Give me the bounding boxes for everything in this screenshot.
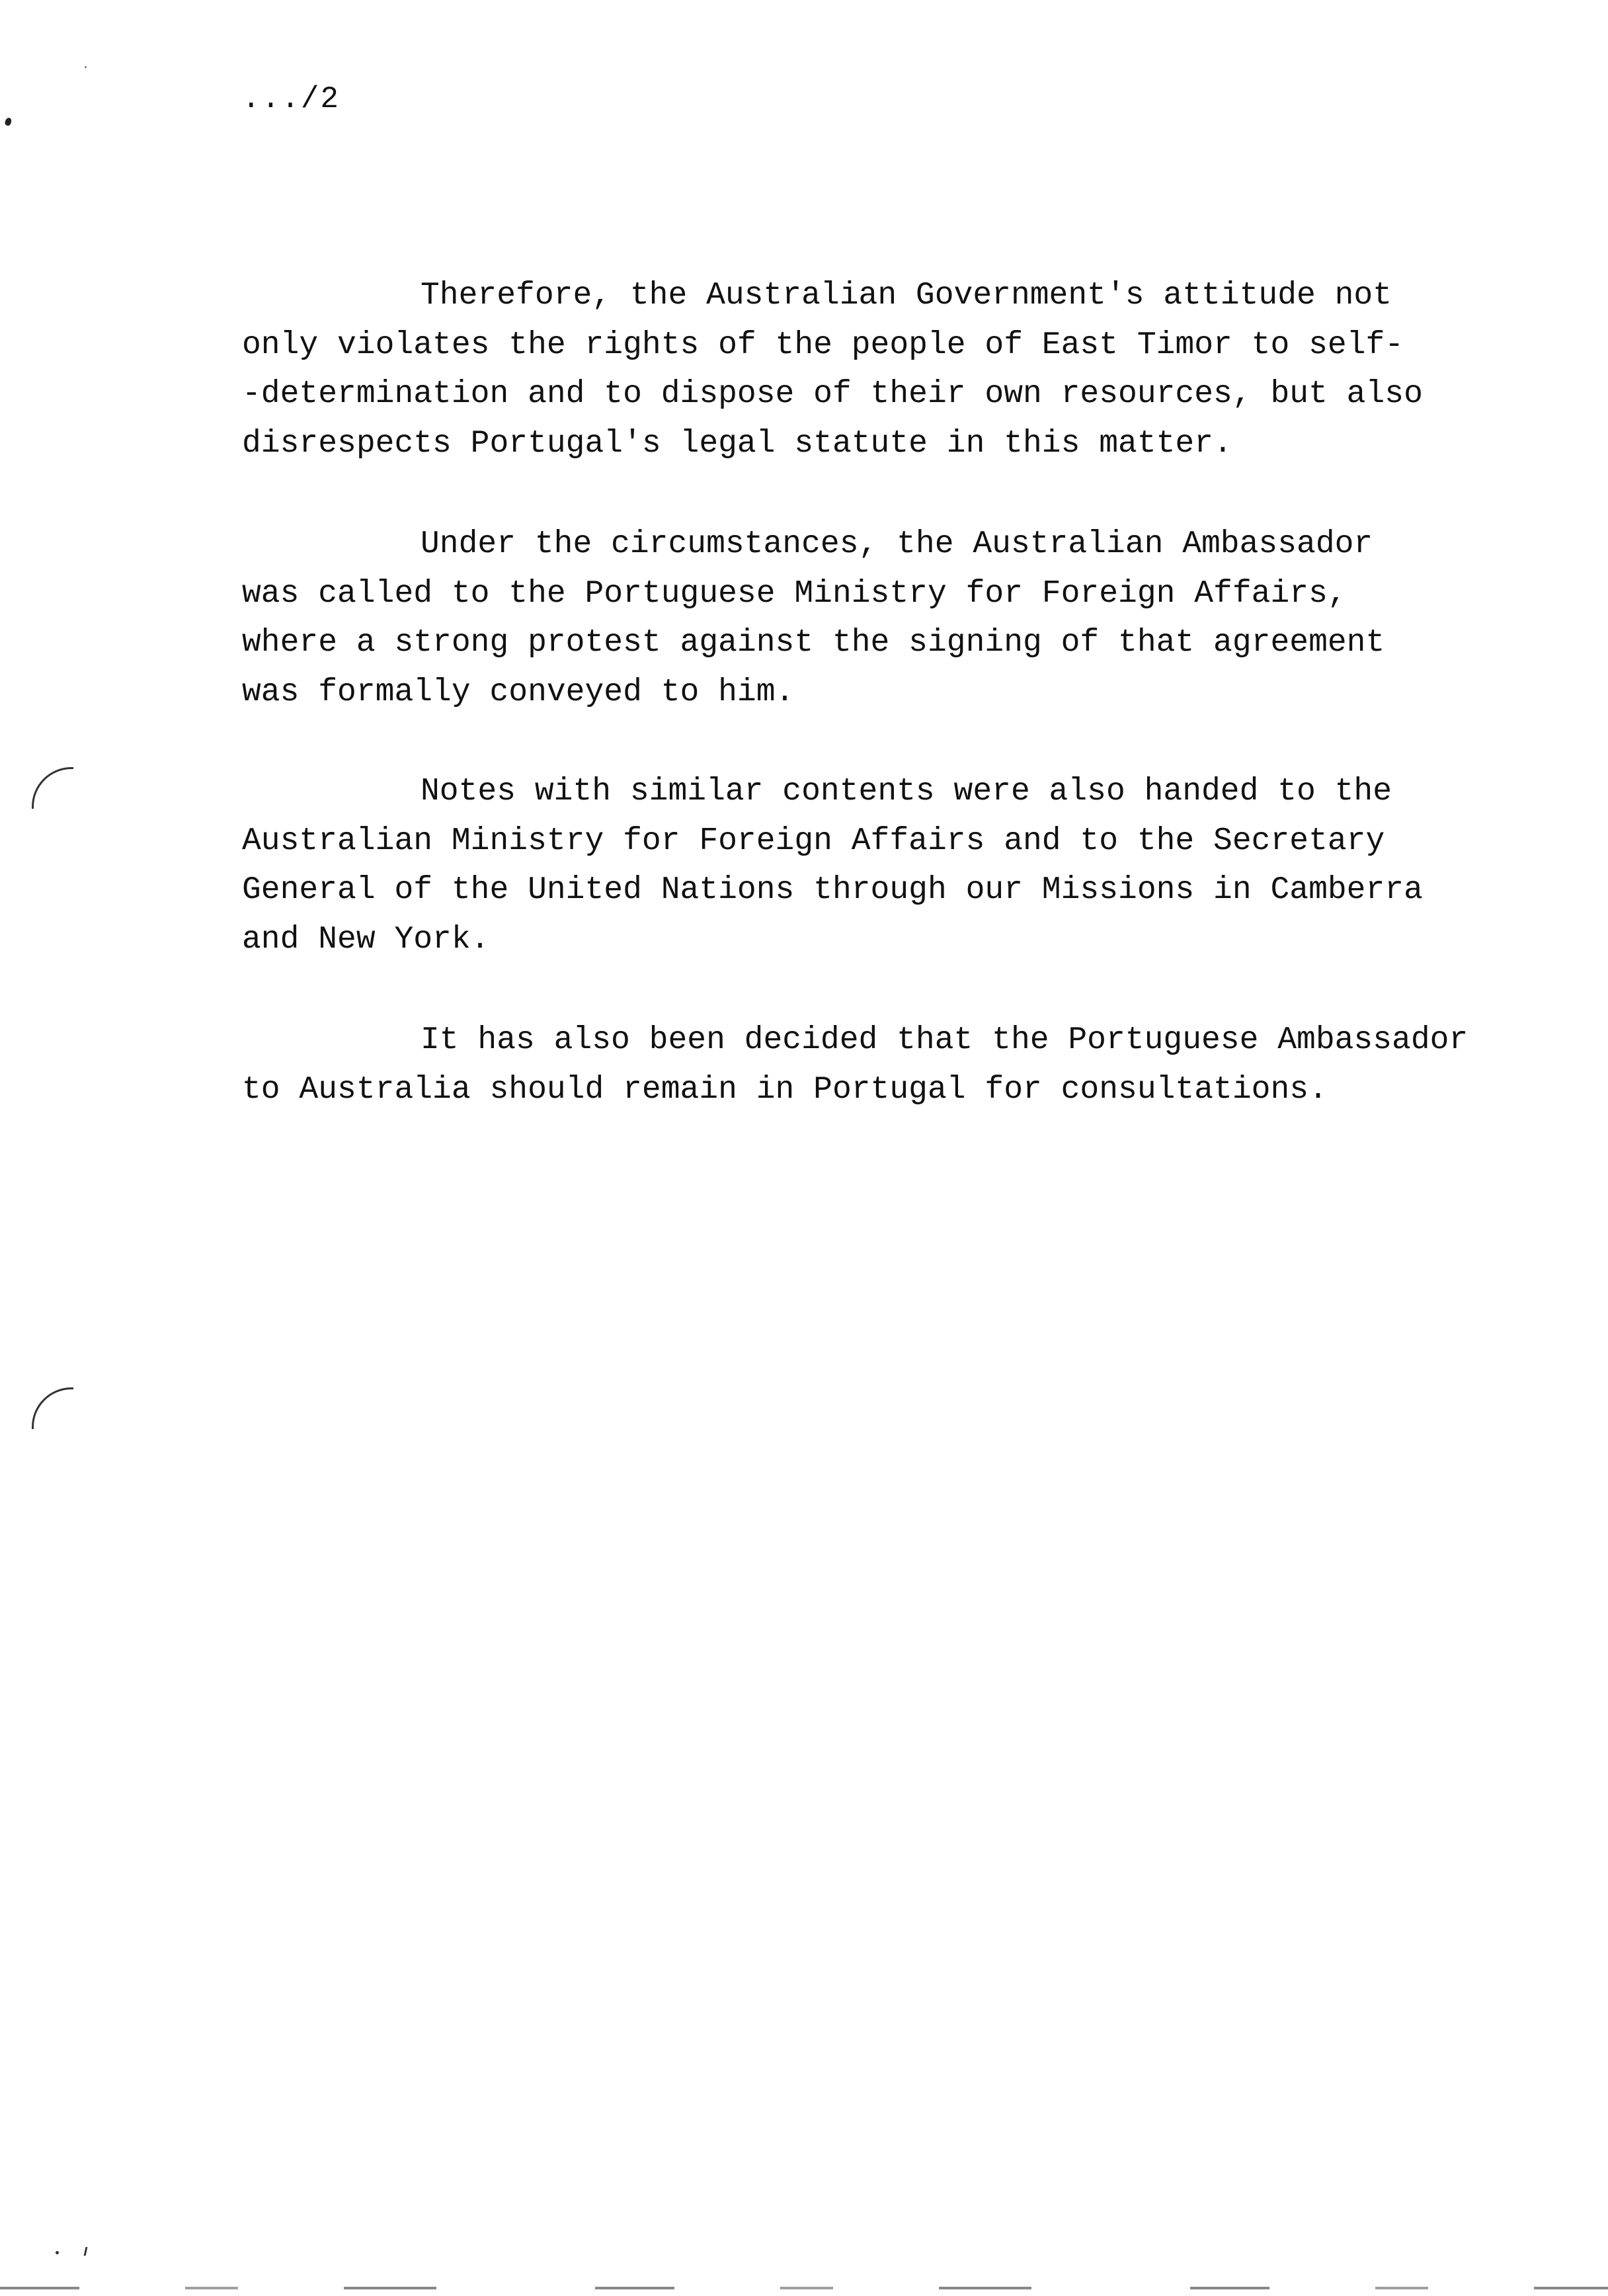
paragraph-line: Therefore, the Australian Government's attitude not xyxy=(421,278,1392,313)
scan-mark-ticks xyxy=(56,2247,89,2256)
paragraph-protest-reason xyxy=(242,271,1551,468)
paragraph-ambassador-remains xyxy=(242,1016,1551,1114)
paragraph-line: where a strong protest against the signing of that agreement xyxy=(242,625,1385,661)
scan-mark-hook xyxy=(32,1387,73,1429)
scan-speck xyxy=(85,66,87,68)
paragraph-line: disrespects Portugal's legal statute in this matter. xyxy=(242,425,1232,462)
page-number: .../2 xyxy=(242,82,341,116)
paragraph-line: to Australia should remain in Portugal for consultations. xyxy=(242,1071,1328,1108)
paragraph-ambassador-called xyxy=(242,520,1551,717)
paragraph-notes-handed xyxy=(242,767,1551,964)
scan-mark-bar xyxy=(84,2247,88,2256)
paragraph-line: Under the circumstances, the Australian Ambassador xyxy=(421,526,1373,562)
scan-mark-dot xyxy=(56,2251,59,2254)
scan-mark-dot xyxy=(4,117,13,126)
paragraph-line: Australian Ministry for Foreign Affairs and to the Secretary xyxy=(242,823,1385,859)
paragraph-line: only violates the rights of the people of East Timor to self- xyxy=(242,327,1404,363)
scan-mark-hook xyxy=(32,767,73,809)
paragraph-line: and New York. xyxy=(242,921,490,958)
paragraph-line: was called to the Portuguese Ministry for Foreign Affairs, xyxy=(242,575,1347,612)
scan-edge-rule xyxy=(0,2287,1608,2289)
paragraph-line: was formally conveyed to him. xyxy=(242,674,795,710)
paragraph-line: It has also been decided that the Portuguese Ambassador xyxy=(421,1022,1468,1058)
paragraph-line: General of the United Nations through our Missions in Camberra xyxy=(242,872,1423,908)
paragraph-line: Notes with similar contents were also handed to the xyxy=(421,774,1392,809)
paragraph-line: -determination and to dispose of their own resources, but also xyxy=(242,376,1423,412)
